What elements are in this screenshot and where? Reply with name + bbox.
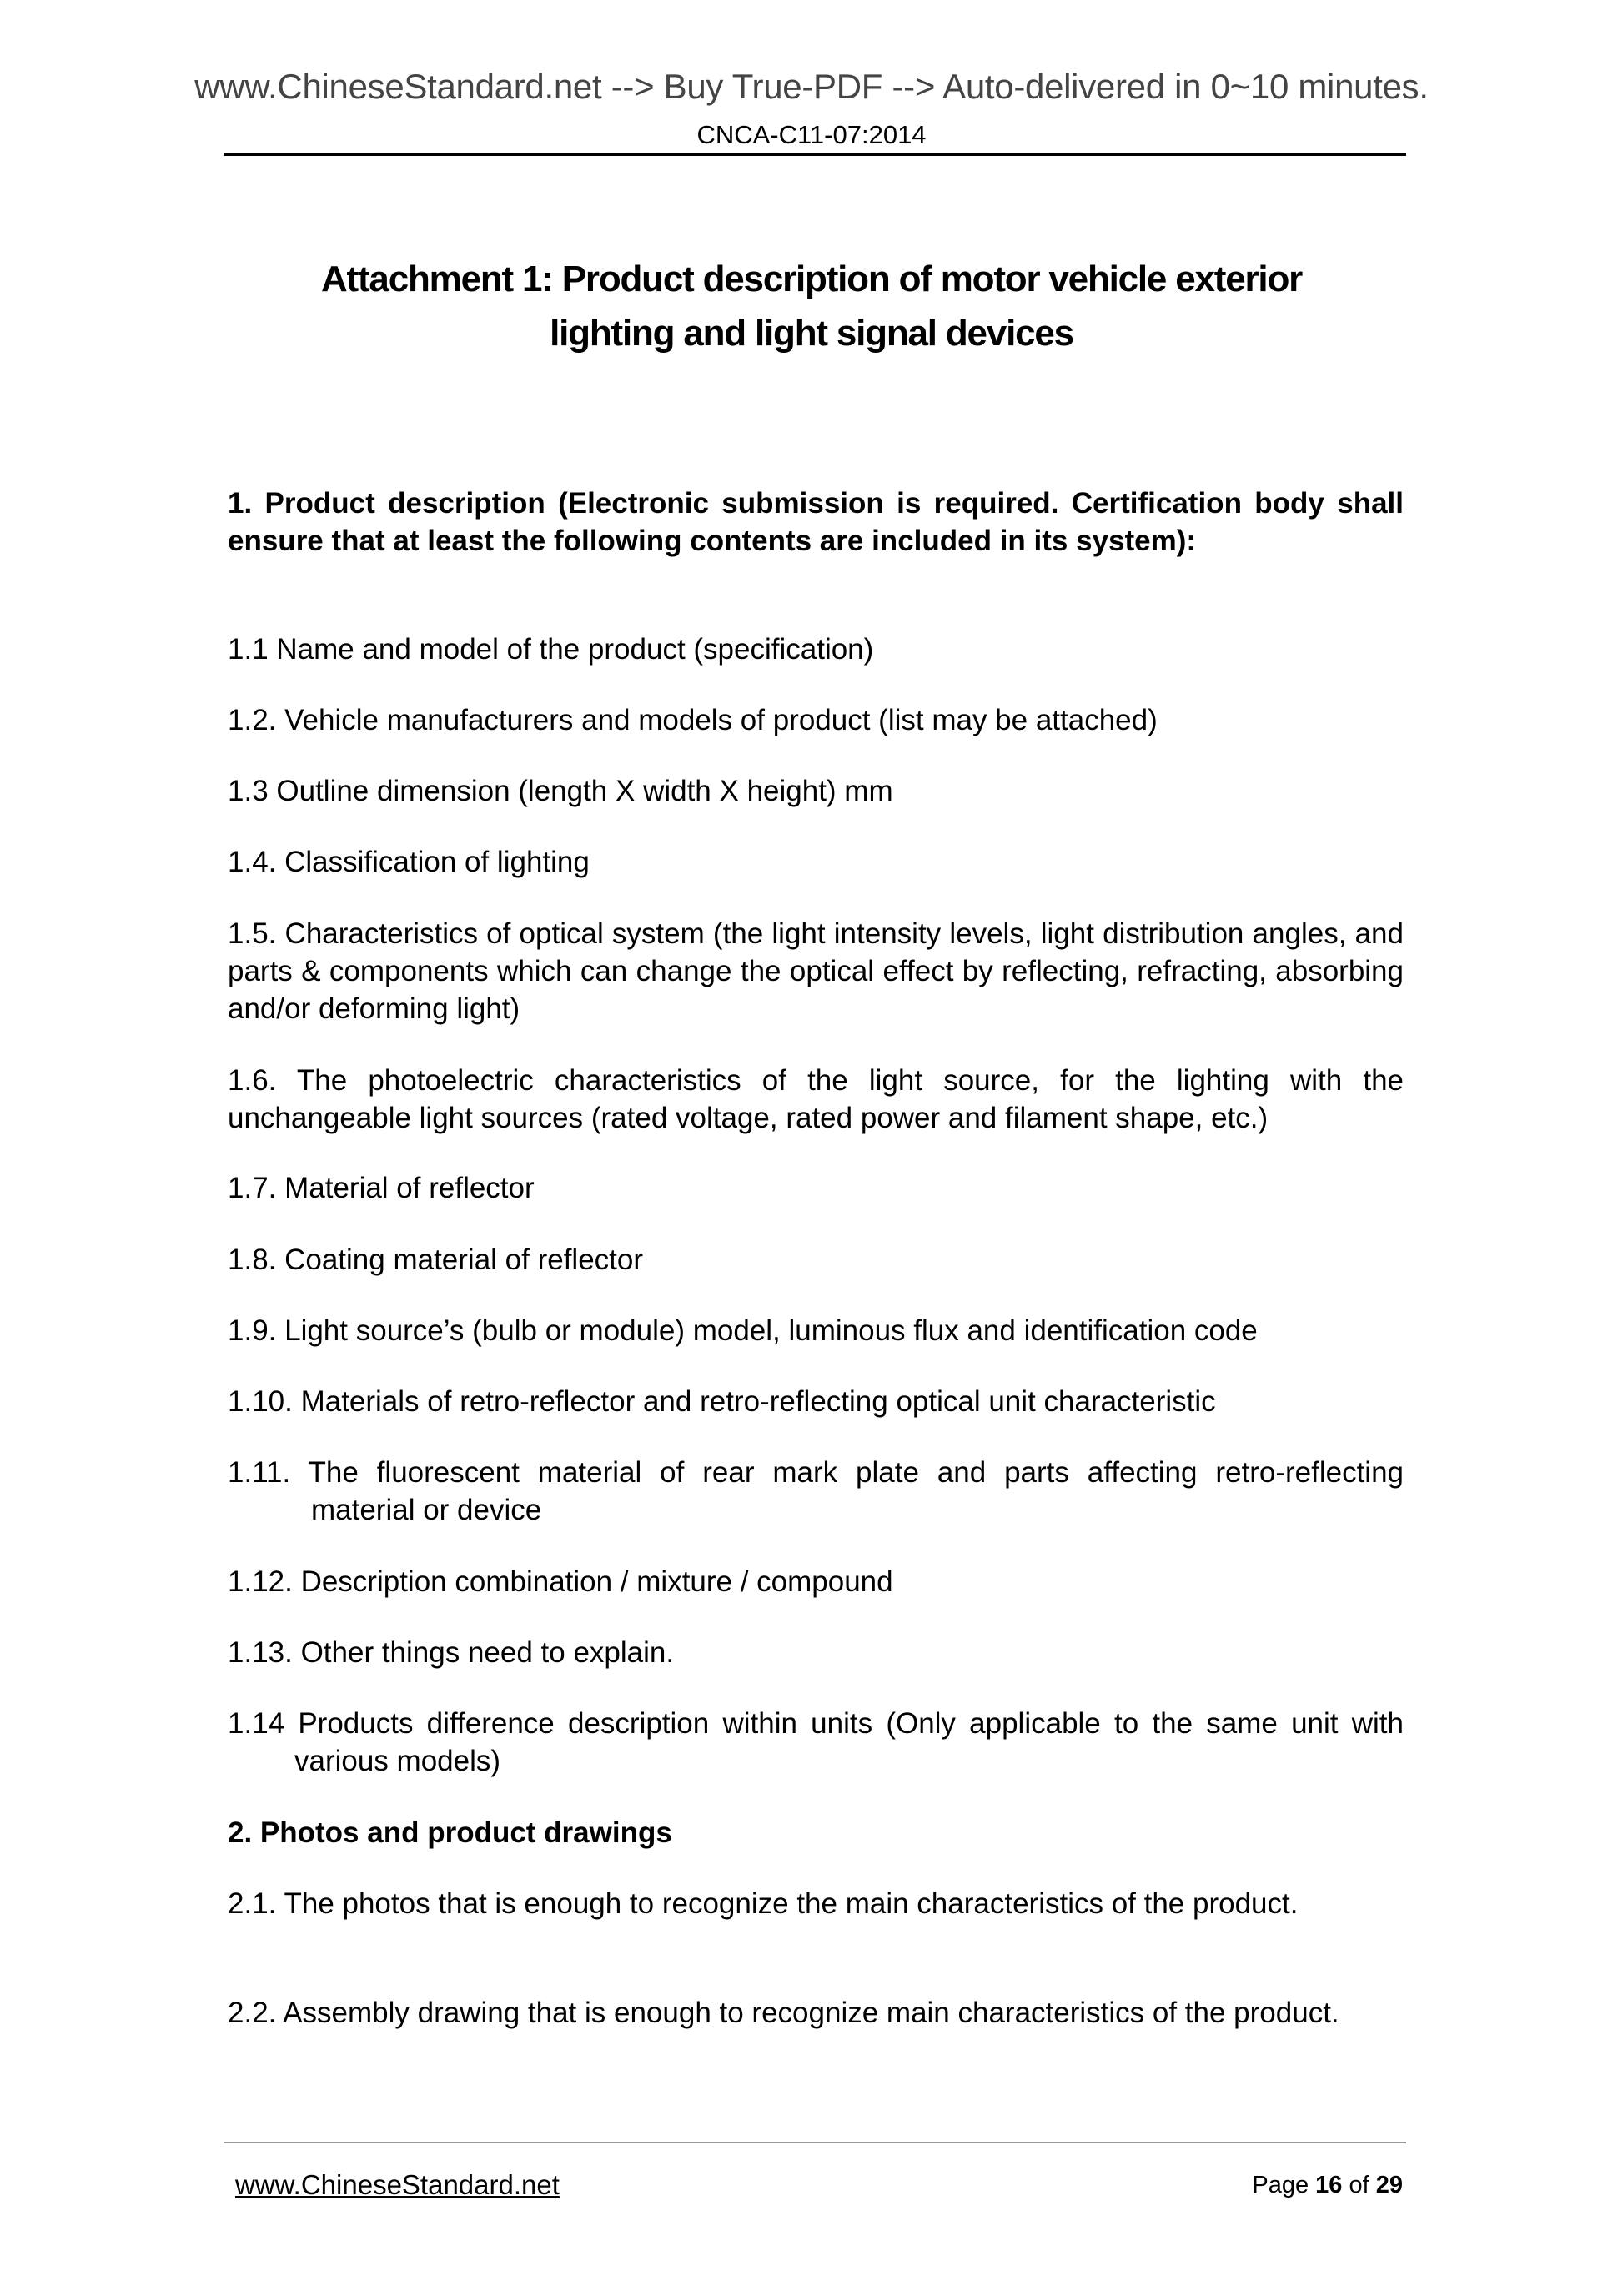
list-item: 1.3 Outline dimension (length X width X height) mm (228, 775, 893, 807)
list-item: 1.9. Light source’s (bulb or module) model, luminous flux and identification code (228, 1314, 1258, 1347)
list-item: 1.4. Classification of lighting (228, 846, 590, 878)
header-banner: www.ChineseStandard.net --> Buy True-PDF --> Auto-delivered in 0~10 minutes. (194, 67, 1429, 106)
section-heading-photos: 2. Photos and product drawings (228, 1816, 672, 1849)
header-divider (224, 153, 1406, 156)
footer-website-link[interactable]: www.ChineseStandard.net (235, 2169, 560, 2200)
list-item: 1.7. Material of reflector (228, 1172, 535, 1204)
list-item: 2.1. The photos that is enough to recognize the main characteristics of the product. (228, 1887, 1299, 1920)
page-label: Page (1252, 2172, 1309, 2198)
page-title-line-1: Attachment 1: Product description of motor vehicle exterior (320, 259, 1303, 299)
page-total: 29 (1375, 2172, 1403, 2198)
list-item: 1.12. Description combination / mixture / compound (228, 1565, 893, 1598)
page-current: 16 (1315, 2172, 1343, 2198)
standard-code: CNCA-C11-07:2014 (696, 120, 927, 149)
list-item: 1.5. Characteristics of optical system (the light intensity levels, light distribution angles, and parts & components which can change the optical effect by reflecting, refracting, absorbing and/or deforming light) (228, 917, 1404, 1025)
page-number (1252, 2172, 1403, 2199)
list-item: 2.2. Assembly drawing that is enough to recognize main characteristics of the product. (228, 1997, 1339, 2029)
footer-divider (224, 2142, 1406, 2143)
list-item: 1.1 Name and model of the product (specification) (228, 633, 874, 666)
list-item: 1.14 Products difference description within units (Only applicable to the same unit with various models) (228, 1707, 1404, 1777)
list-item: 1.11. The fluorescent material of rear mark plate and parts affecting retro-reflecting material or device (228, 1456, 1404, 1526)
list-item: 1.10. Materials of retro-reflector and retro-reflecting optical unit characteristic (228, 1385, 1216, 1418)
section-heading-product-description: 1. Product description (Electronic submission is required. Certification body shall ensure that at least the following contents are included in its system): (228, 487, 1404, 557)
list-item: 1.13. Other things need to explain. (228, 1636, 675, 1669)
page-title-line-2: lighting and light signal devices (550, 313, 1073, 354)
list-item: 1.2. Vehicle manufacturers and models of product (list may be attached) (228, 704, 1158, 736)
page-of: of (1349, 2172, 1369, 2198)
list-item: 1.8. Coating material of reflector (228, 1243, 644, 1276)
list-item: 1.6. The photoelectric characteristics of the light source, for the lighting with the unchangeable light sources (rated voltage, rated power and filament shape, etc.) (228, 1064, 1404, 1134)
